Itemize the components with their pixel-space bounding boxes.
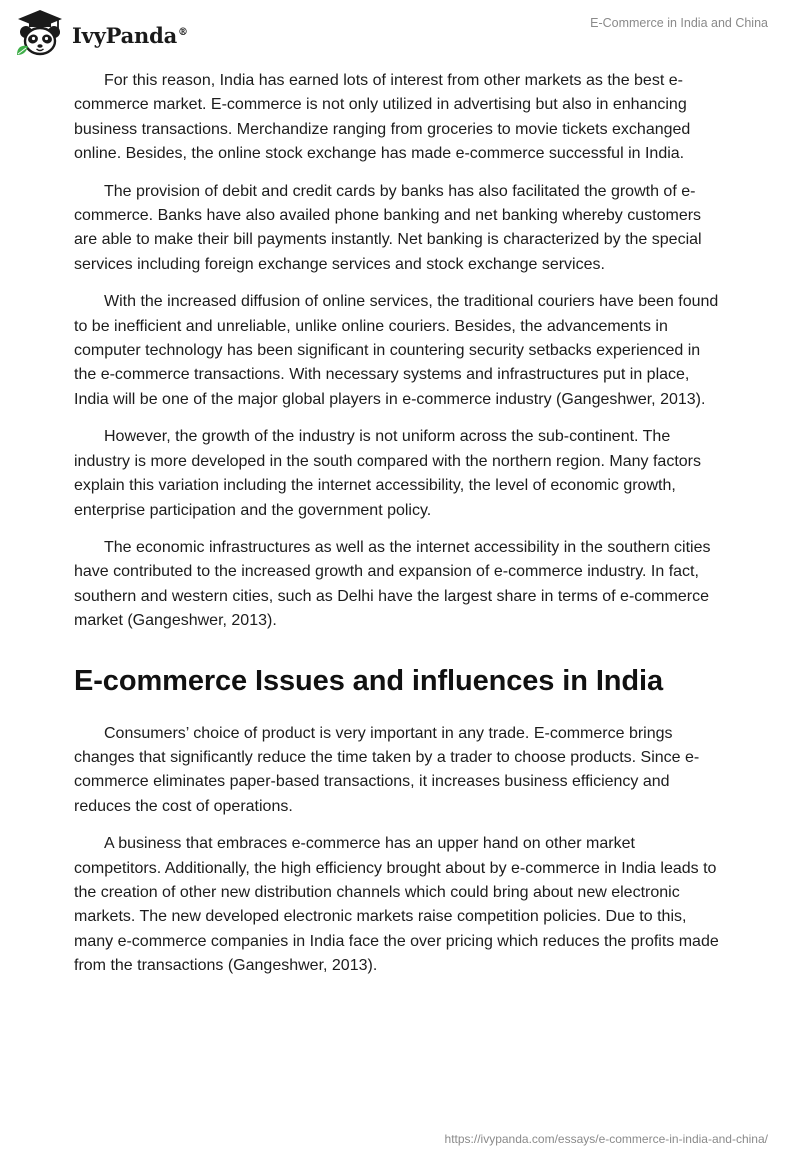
ivypanda-logo[interactable] [14,8,188,58]
logo-text: IvyPanda [72,22,178,48]
paragraph: For this reason, India has earned lots of interest from other markets as the best e-commerce market. E-commerce is not only utilized in advertising but also in enhancing business transactions. Merchandize ranging from groceries to movie tickets exchanged online. Besides, the online stock exchange has made e-commerce successful in India. [74,72,691,163]
paragraph: With the increased diffusion of online services, the traditional couriers have been found to be inefficient and unreliable, unlike online couriers. Besides, the advancements in computer technology has been significant in countering security setbacks experienced in the e-commerce transactions. With necessary systems and infrastructures put in place, India will be one of the major global players in e-commerce industry (Gangeshwer, 2013). [74,293,719,408]
paragraph: However, the growth of the industry is not uniform across the sub-continent. The industry is more developed in the south compared with the northern region. Many factors explain this variation including the internet accessibility, the level of economic growth, enterprise participation and the government policy. [74,428,701,519]
paragraph: Consumers’ choice of product is very important in any trade. E-commerce brings changes that significantly reduce the time taken by a trader to choose products. Since e-commerce eliminates paper-based transactions, it increases business efficiency and reduces the cost of operations. [74,724,700,815]
running-title: E-Commerce in India and China [590,16,768,30]
panda-graduate-icon [14,8,66,58]
logo-wordmark [72,23,188,48]
section-heading: E-commerce Issues and influences in India [74,664,663,697]
logo-registered-mark: ® [178,26,188,38]
paragraph: A business that embraces e-commerce has an upper hand on other market competitors. Additionally, the high efficiency brought about by e-commerce in India leads to the creation of other new distribution channels which could bring about new electronic markets. The new developed electronic markets raise competition policies. Due to this, many e-commerce companies in India face the over pricing which reduces the profits made from the transactions (Gangeshwer, 2013). [74,835,719,975]
paragraph: The economic infrastructures as well as the internet accessibility in the southern cities have contributed to the increased growth and expansion of e-commerce industry. In fact, southern and western cities, such as Delhi have the largest share in terms of e-commerce market (Gangeshwer, 2013). [74,538,711,630]
page-header [0,0,800,70]
paragraph: The provision of debit and credit cards by banks has also facilitated the growth of e-commerce. Banks have also availed phone banking and net banking whereby customers are able to make their bill payments instantly. Net banking is characterized by the special services including foreign exchange services and stock exchange services. [74,182,702,273]
article-body [74,69,724,992]
footer-source-url[interactable]: https://ivypanda.com/essays/e-commerce-in-india-and-china/ [444,1132,768,1146]
